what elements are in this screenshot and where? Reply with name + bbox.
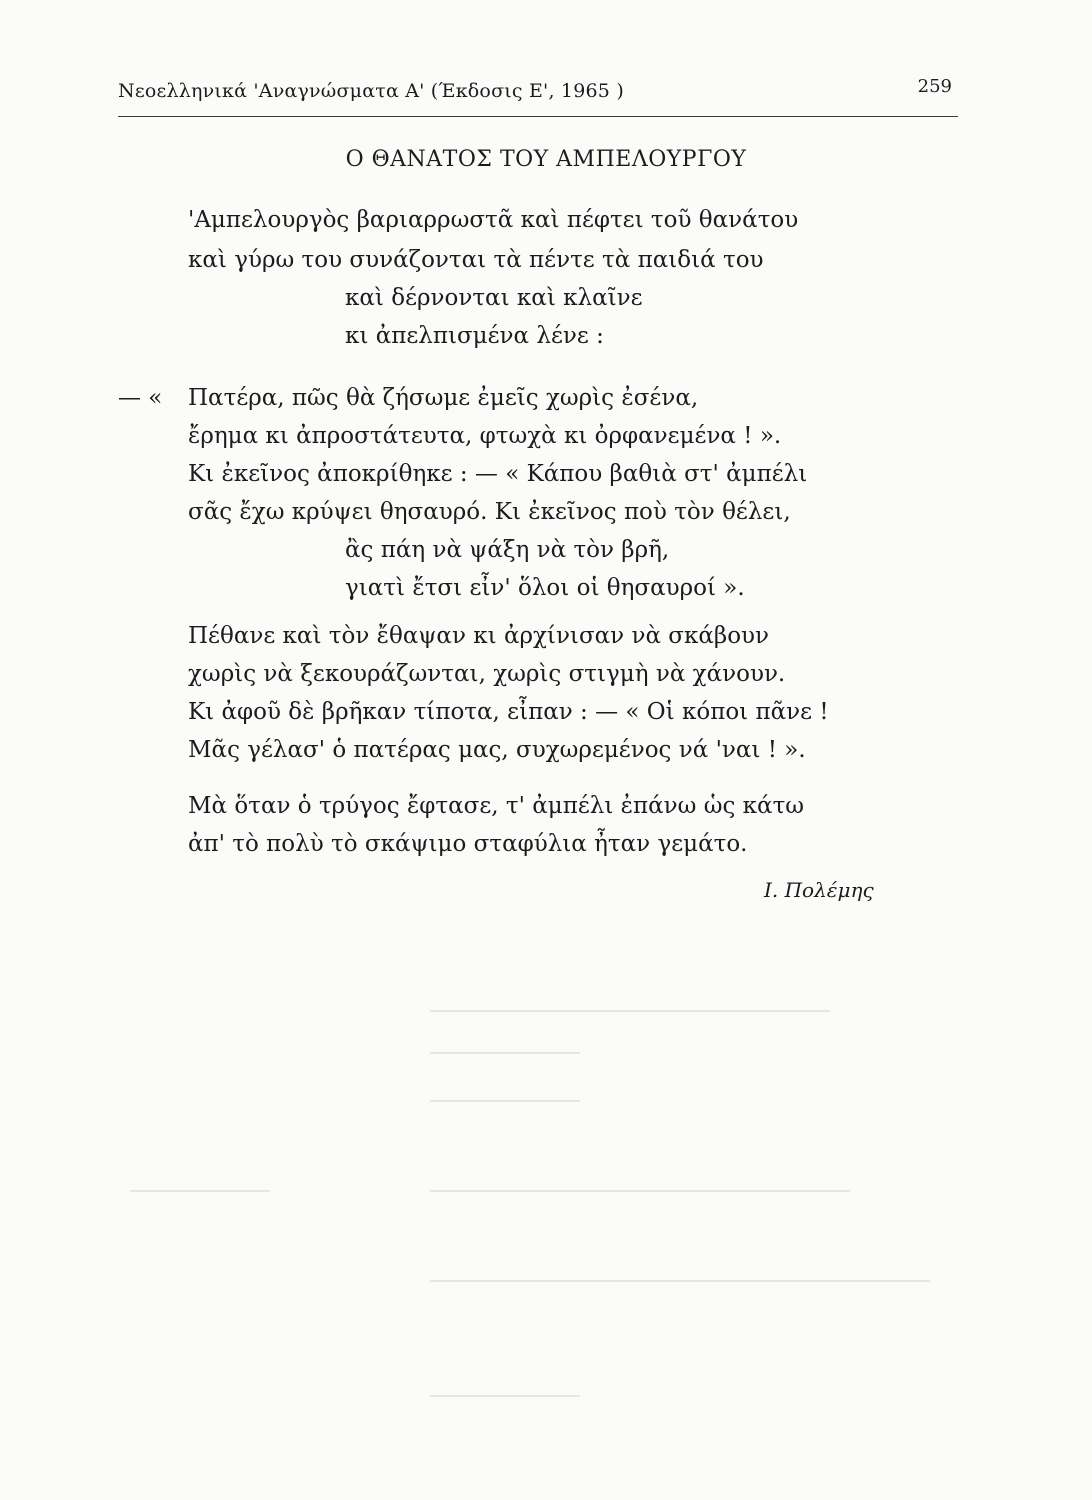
poem-title: Ο ΘΑΝΑΤΟΣ ΤΟΥ ΑΜΠΕΛΟΥΡΓΟΥ bbox=[345, 147, 747, 172]
bleed-through-line bbox=[430, 1010, 830, 1012]
poem-line: ἀπ' τὸ πολὺ τὸ σκάψιμο σταφύλια ἦταν γεμάτο. bbox=[188, 831, 748, 857]
poem-line: 'Αμπελουργὸς βαριαρρωστᾶ καὶ πέφτει τοῦ θανάτου bbox=[188, 207, 799, 233]
poem-line: Πέθανε καὶ τὸν ἔθαψαν κι ἀρχίνισαν νὰ σκάβουν bbox=[188, 623, 770, 649]
poem-line: καὶ δέρνονται καὶ κλαῖνε bbox=[345, 285, 643, 311]
bleed-through-line bbox=[430, 1190, 850, 1192]
bleed-through-line bbox=[430, 1052, 580, 1054]
bleed-through-line bbox=[430, 1100, 580, 1102]
poem-line: Κι ἀφοῦ δὲ βρῆκαν τίποτα, εἶπαν : — « Οἱ κόποι πᾶνε ! bbox=[188, 699, 829, 725]
poem-line: κι ἀπελπισμένα λένε : bbox=[345, 323, 604, 349]
poem-line: Μᾶς γέλασ' ὁ πατέρας μας, συχωρεμένος νά 'ναι ! ». bbox=[188, 737, 806, 763]
poem-line: ἂς πάη νὰ ψάξη νὰ τὸν βρῆ, bbox=[345, 537, 670, 563]
header-title: Νεοελληνικά 'Αναγνώσματα Α' (Έκδοσις Ε', 1965 ) bbox=[118, 80, 624, 102]
poem-line: γιατὶ ἔτσι εἶν' ὅλοι οἱ θησαυροί ». bbox=[345, 575, 745, 601]
running-header bbox=[118, 76, 958, 117]
bleed-through-line bbox=[430, 1395, 580, 1397]
bleed-through-line bbox=[430, 1280, 930, 1282]
page-number: 259 bbox=[917, 76, 952, 97]
poem-line: χωρὶς νὰ ξεκουράζωνται, χωρὶς στιγμὴ νὰ χάνουν. bbox=[188, 661, 786, 687]
poem-line: καὶ γύρω του συνάζονται τὰ πέντε τὰ παιδιά του bbox=[188, 247, 764, 273]
dialogue-dash: — « bbox=[118, 385, 163, 411]
poem-line: Πατέρα, πῶς θὰ ζήσωμε ἐμεῖς χωρὶς ἐσένα, bbox=[188, 385, 699, 411]
poem-line: σᾶς ἔχω κρύψει θησαυρό. Κι ἐκεῖνος ποὺ τὸν θέλει, bbox=[188, 499, 791, 525]
poem-line: Κι ἐκεῖνος ἀποκρίθηκε : — « Κάπου βαθιὰ στ' ἀμπέλι bbox=[188, 461, 808, 487]
poem-author: Ι. Πολέμης bbox=[764, 878, 874, 902]
poem-line: Μὰ ὅταν ὁ τρύγος ἔφτασε, τ' ἀμπέλι ἐπάνω ὡς κάτω bbox=[188, 793, 805, 819]
poem-line: ἔρημα κι ἀπροστάτευτα, φτωχὰ κι ὀρφανεμένα ! ». bbox=[188, 423, 782, 449]
bleed-through-line bbox=[130, 1190, 270, 1192]
